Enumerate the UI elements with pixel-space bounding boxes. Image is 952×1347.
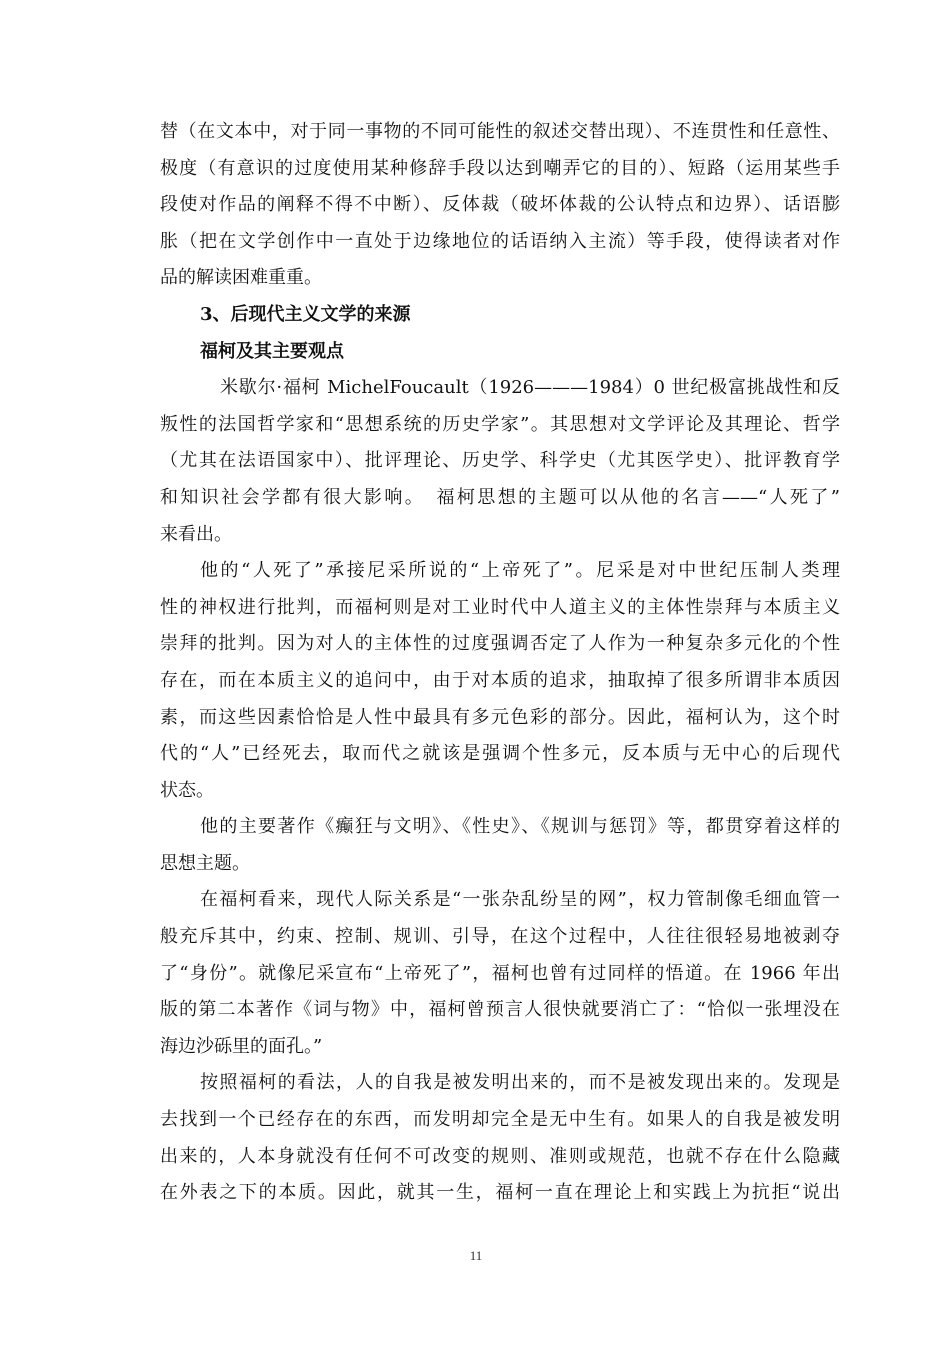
paragraph-line: 海边沙砾里的面孔。” bbox=[160, 1035, 323, 1057]
paragraph-line: 版的第二本著作《词与物》中，福柯曾预言人很快就要消亡了：“恰似一张埋没在 bbox=[160, 999, 840, 1021]
paragraph-line: 般充斥其中，约束、控制、规训、引导，在这个过程中，人往往很轻易地被剥夺 bbox=[160, 926, 840, 948]
paragraph-line: 思想主题。 bbox=[160, 852, 250, 874]
section-heading: 3、后现代主义文学的来源 bbox=[200, 303, 411, 325]
paragraph-line: 米歇尔·福柯 MichelFoucault（1926———1984）0 世纪极富挑战性和反 bbox=[220, 377, 840, 399]
paragraph-line: 在外表之下的本质。因此，就其一生，福柯一直在理论上和实践上为抗拒“说出 bbox=[160, 1182, 840, 1204]
paragraph-line: 了“身份”。就像尼采宣布“上帝死了”，福柯也曾有过同样的悟道。在 1966 年出 bbox=[160, 962, 840, 984]
paragraph-line: 去找到一个已经存在的东西，而发明却完全是无中生有。如果人的自我是被发明 bbox=[160, 1109, 840, 1131]
paragraph-line: 他的“人死了”承接尼采所说的“上帝死了”。尼采是对中世纪压制人类理 bbox=[200, 560, 840, 582]
paragraph-line: （尤其在法语国家中）、批评理论、历史学、科学史（尤其医学史）、批评教育学 bbox=[160, 450, 840, 472]
paragraph-line: 品的解读困难重重。 bbox=[160, 267, 322, 289]
page-number: 11 bbox=[469, 1248, 483, 1263]
paragraph-line: 来看出。 bbox=[160, 523, 232, 545]
body-text bbox=[160, 114, 840, 1212]
paragraph-line: 叛性的法国哲学家和“思想系统的历史学家”。其思想对文学评论及其理论、哲学 bbox=[160, 413, 840, 435]
subsection-heading: 福柯及其主要观点 bbox=[200, 340, 344, 362]
paragraph-line: 状态。 bbox=[160, 779, 214, 801]
paragraph-line: 在福柯看来，现代人际关系是“一张杂乱纷呈的网”，权力管制像毛细血管一 bbox=[200, 889, 840, 911]
paragraph-line: 替（在文本中，对于同一事物的不同可能性的叙述交替出现）、不连贯性和任意性、 bbox=[160, 121, 840, 142]
paragraph-line: 崇拜的批判。因为对人的主体性的过度强调否定了人作为一种复杂多元化的个性 bbox=[160, 633, 840, 655]
paragraph-line: 他的主要著作《癫狂与文明》、《性史》、《规训与惩罚》等，都贯穿着这样的 bbox=[200, 816, 840, 838]
paragraph-line: 按照福柯的看法，人的自我是被发明出来的，而不是被发现出来的。发现是 bbox=[200, 1072, 840, 1094]
paragraph-line: 胀（把在文学创作中一直处于边缘地位的话语纳入主流）等手段，使得读者对作 bbox=[160, 230, 840, 252]
paragraph-line: 出来的，人本身就没有任何不可改变的规则、准则或规范，也就不存在什么隐藏 bbox=[160, 1145, 840, 1167]
paragraph-line: 素，而这些因素恰恰是人性中最具有多元色彩的部分。因此，福柯认为，这个时 bbox=[160, 706, 840, 728]
paragraph-line: 段使对作品的阐释不得不中断）、反体裁（破坏体裁的公认特点和边界）、话语膨 bbox=[160, 194, 840, 216]
paragraph-line: 性的神权进行批判，而福柯则是对工业时代中人道主义的主体性崇拜与本质主义 bbox=[160, 596, 840, 618]
paragraph-line: 和知识社会学都有很大影响。 福柯思想的主题可以从他的名言——“人死了” bbox=[160, 486, 840, 508]
paragraph-line: 极度（有意识的过度使用某种修辞手段以达到嘲弄它的目的）、短路（运用某些手 bbox=[160, 157, 840, 179]
paragraph-line: 代的“人”已经死去，取而代之就该是强调个性多元，反本质与无中心的后现代 bbox=[160, 743, 840, 765]
paragraph-line: 存在，而在本质主义的追问中，由于对本质的追求，抽取掉了很多所谓非本质因 bbox=[160, 669, 840, 691]
